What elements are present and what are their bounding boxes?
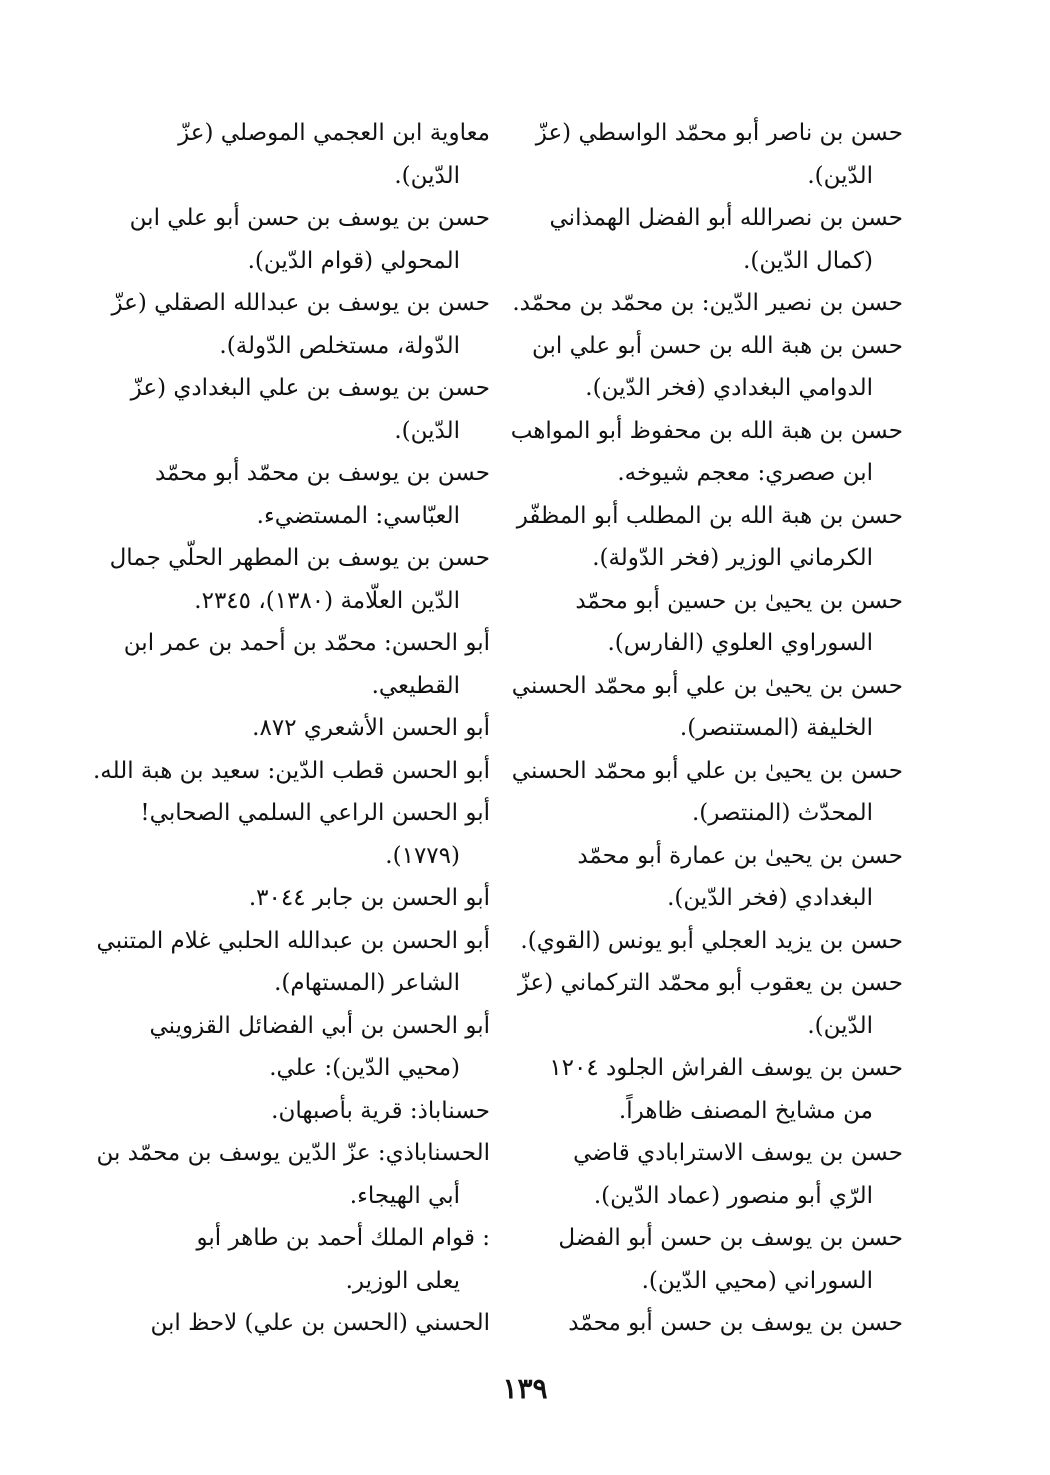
entry-continuation: ابن صصري: معجم شيوخه. (617, 460, 873, 486)
index-entry (545, 197, 903, 282)
index-entry (545, 580, 903, 665)
left-column (92, 112, 490, 1345)
entry-continuation: الشاعر (المستهام). (274, 970, 460, 996)
entry-line: معاوية ابن العجمي الموصلي (عزّ (178, 120, 490, 146)
index-entry (545, 1302, 903, 1345)
page-number: ١٣٩ (502, 1372, 548, 1405)
entry-line: حسن بن يوسف الاسترابادي قاضي (573, 1140, 903, 1166)
entry-line: حسن بن يحيىٰ بن علي أبو محمّد الحسني (511, 757, 903, 784)
entry-line: حسن بن يوسف بن المطهر الحلّي جمال (109, 545, 490, 571)
entry-continuation: (١٧٧٩). (385, 842, 460, 869)
index-entry (135, 877, 490, 920)
index-entry (545, 1217, 903, 1302)
index-entry (512, 282, 903, 325)
index-entry (130, 367, 490, 452)
entry-line: حسن بن هبة الله بن المطلب أبو المظفّر (516, 502, 903, 529)
entry-line: أبو الحسن بن عبدالله الحلبي غلام المتنبي (96, 927, 490, 954)
entry-continuation: الرّي أبو منصور (عماد الدّين). (593, 1182, 873, 1209)
index-entry (135, 707, 490, 750)
entry-continuation: المحولي (قوام الدّين). (247, 247, 460, 274)
entry-line: حسن بن يحيىٰ بن علي أبو محمّد الحسني (511, 672, 903, 699)
entry-continuation: أبي الهيجاء. (349, 1182, 460, 1209)
index-entry (135, 1090, 490, 1133)
entry-continuation: من مشايخ المصنف ظاهراً. (618, 1097, 873, 1124)
entry-line: حسن بن ناصر أبو محمّد الواسطي (عزّ (535, 120, 903, 146)
index-entry (511, 750, 903, 835)
entry-line: الحسناباذي: عزّ الدّين يوسف بن محمّد بن (96, 1140, 490, 1166)
entry-continuation: السوراني (محيي الدّين). (641, 1267, 873, 1294)
index-entry (135, 1217, 490, 1302)
entry-continuation: الكرماني الوزير (فخر الدّولة). (592, 545, 873, 571)
entry-line: حسناباذ: قرية بأصبهان. (271, 1097, 490, 1124)
index-entry (135, 1302, 490, 1345)
entry-continuation: العبّاسي: المستضيء. (256, 502, 460, 529)
entry-continuation: القطيعي. (371, 672, 460, 699)
entry-line: حسن بن يوسف بن عبدالله الصقلي (عزّ (111, 290, 490, 316)
entry-continuation: (كمال الدّين). (743, 247, 873, 274)
index-entry (531, 325, 903, 410)
index-entry (510, 410, 903, 495)
entry-line: حسن بن يوسف بن حسن أبو محمّد (568, 1310, 903, 1336)
right-column (510, 112, 903, 1345)
index-entry (545, 835, 903, 920)
entry-line: أبو الحسن بن أبي الفضائل القزويني (149, 1012, 490, 1039)
entry-line: أبو الحسن الراعي السلمي الصحابي! (140, 800, 490, 826)
index-entry (135, 452, 490, 537)
entry-line: حسن بن يزيد العجلي أبو يونس (القوي). (520, 927, 903, 954)
entry-line: حسن بن يحيىٰ بن حسين أبو محمّد (575, 587, 903, 614)
entry-line: حسن بن هبة الله بن حسن أبو علي ابن (531, 332, 903, 359)
entry-line: : قوام الملك أحمد بن طاهر أبو (196, 1225, 490, 1251)
entry-continuation: (محيي الدّين): علي. (269, 1055, 460, 1081)
entry-continuation: يعلى الوزير. (345, 1267, 460, 1294)
index-entry (545, 1132, 903, 1217)
index-entry (135, 112, 490, 197)
index-entry (516, 495, 903, 580)
entry-line: حسن بن يعقوب أبو محمّد التركماني (عزّ (517, 970, 903, 996)
entry-line: أبو الحسن بن جابر ٣٠٤٤. (248, 885, 490, 911)
entry-line: حسن بن يوسف بن حسن أبو الفضل (558, 1225, 903, 1251)
entry-continuation: الدّين). (807, 162, 873, 189)
index-entry (92, 750, 490, 793)
entry-line: حسن بن يوسف بن علي البغدادي (عزّ (130, 375, 490, 401)
index-entry (109, 537, 490, 622)
index-entry (535, 112, 903, 197)
entry-continuation: البغدادي (فخر الدّين). (667, 885, 873, 911)
entry-continuation: الدّين العلّامة (١٣٨٠)، ٢٣٤٥. (194, 587, 460, 614)
index-entry (123, 622, 490, 707)
entry-line: أبو الحسن الأشعري ٨٧٢. (252, 715, 490, 741)
entry-continuation: الدّين). (394, 417, 460, 444)
index-entry (520, 920, 903, 963)
index-entry (135, 1005, 490, 1090)
entry-continuation: المحدّث (المنتصر). (691, 800, 873, 826)
entry-continuation: الخليفة (المستنصر). (679, 715, 873, 741)
entry-continuation: الدّولة، مستخلص الدّولة). (219, 332, 460, 359)
index-entry (545, 1047, 903, 1132)
entry-continuation: السوراوي العلوي (الفارس). (607, 630, 873, 656)
entry-line: حسن بن نصرالله أبو الفضل الهمذاني (549, 205, 903, 231)
index-entry (111, 282, 490, 367)
index-entry (96, 920, 490, 1005)
entry-line: أبو الحسن قطب الدّين: سعيد بن هبة الله. (92, 757, 490, 784)
entry-continuation: الدّين). (807, 1012, 873, 1039)
entry-line: حسن بن يوسف بن حسن أبو علي ابن (129, 205, 490, 231)
index-entry (129, 197, 490, 282)
index-entry (517, 962, 903, 1047)
entry-line: حسن بن يوسف بن محمّد أبو محمّد (154, 460, 490, 486)
index-entry (511, 665, 903, 750)
entry-line: حسن بن يحيىٰ بن عمارة أبو محمّد (577, 842, 903, 869)
index-entry (135, 792, 490, 877)
entry-line: حسن بن هبة الله بن محفوظ أبو المواهب (510, 417, 903, 444)
entry-continuation: الدّين). (394, 162, 460, 189)
entry-line: الحسني (الحسن بن علي) لاحظ ابن (150, 1310, 490, 1336)
entry-line: حسن بن يوسف الفراش الجلود ١٢٠٤ (549, 1055, 903, 1081)
entry-line: حسن بن نصير الدّين: بن محمّد بن محمّد. (512, 290, 903, 316)
entry-continuation: الدوامي البغدادي (فخر الدّين). (585, 375, 873, 401)
index-entry (96, 1132, 490, 1217)
entry-line: أبو الحسن: محمّد بن أحمد بن عمر ابن (123, 630, 490, 656)
